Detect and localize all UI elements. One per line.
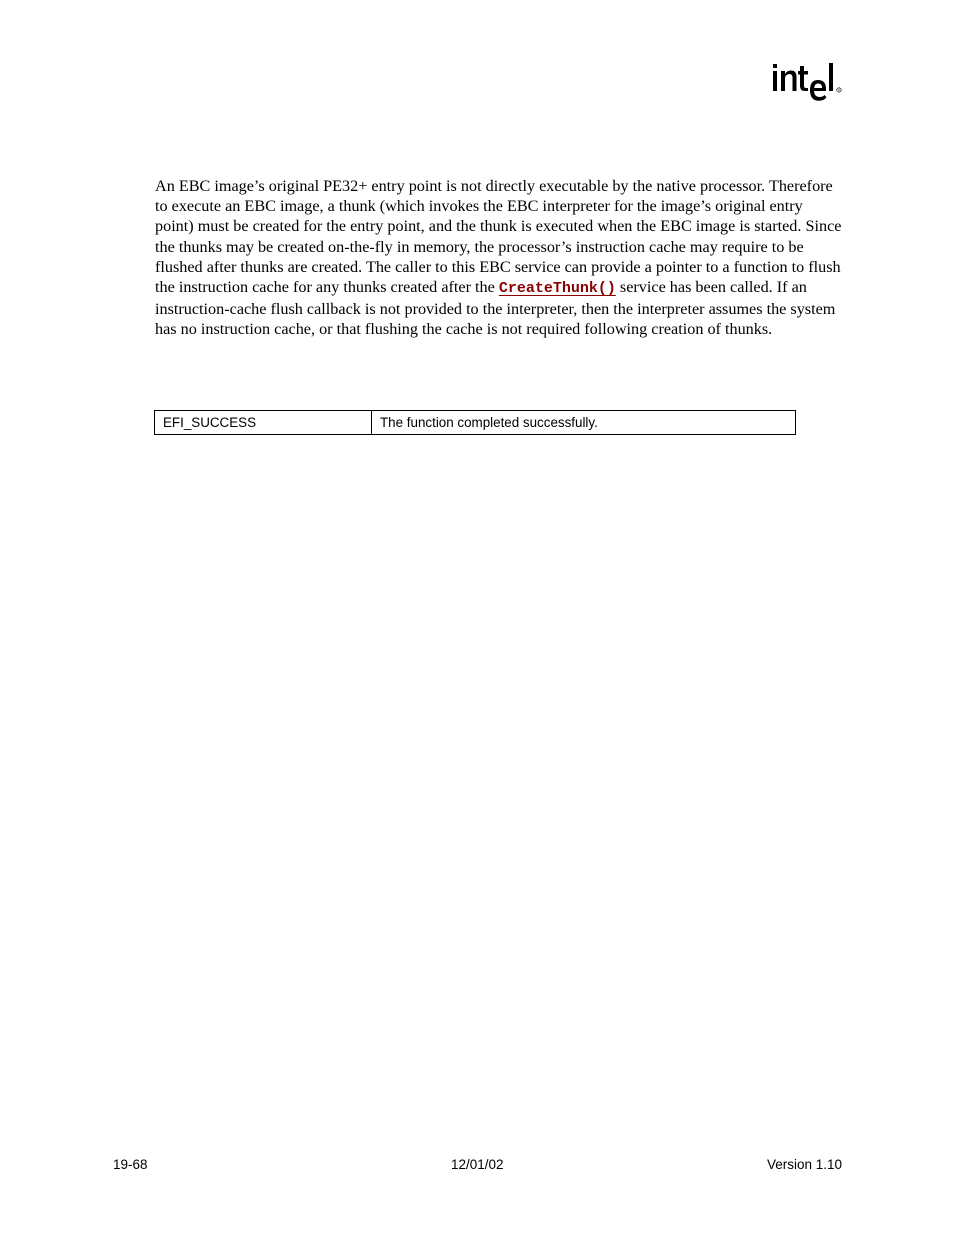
status-codes-table xyxy=(154,410,796,435)
body-text-part-1: An EBC image’s original PE32+ entry point is not directly executable by the native processor. Therefore to execute an EBC image, a thunk (which invokes the EBC interpreter for the image’s original entry point) must be created for the entry point, and the thunk is executed when the EBC image is started. Since the thunks may be created on-the-fly in memory, the processor’s instruction cache may require to be flushed after thunks are created. The caller to this EBC service can provide a pointer to a function to flush the instruction cache for any thunks created after the xyxy=(155,177,842,297)
body-paragraph xyxy=(155,176,845,340)
table-row xyxy=(155,411,796,435)
footer-version: Version 1.10 xyxy=(766,1157,842,1172)
createthunk-link[interactable]: CreateThunk() xyxy=(498,280,616,298)
registered-mark: ® xyxy=(837,88,841,93)
body-text-part-2: service has been called. If an instruction-cache flush callback is not provided to the interpreter, then the interpreter assumes the system has no instruction cache, or that flushing the cache is not required following creation of thunks. xyxy=(155,278,836,339)
page-number: 19-68 xyxy=(113,1157,148,1172)
footer-date: 12/01/02 xyxy=(451,1157,504,1172)
status-description-cell: The function completed successfully. xyxy=(372,411,796,435)
intel-logo xyxy=(771,60,845,106)
status-code-cell: EFI_SUCCESS xyxy=(155,411,372,435)
